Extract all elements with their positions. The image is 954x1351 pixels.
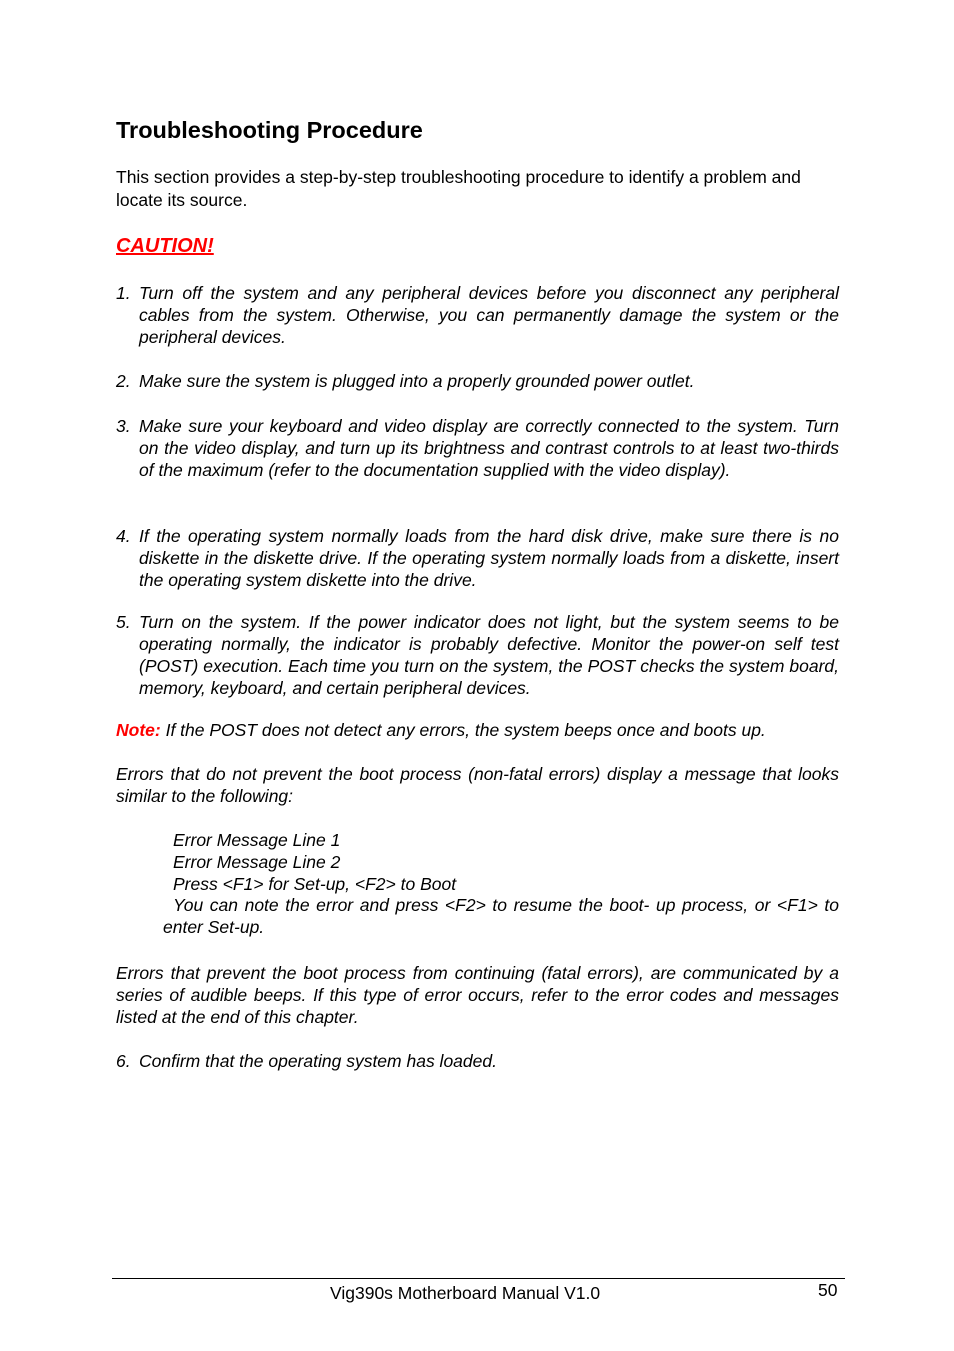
step-number: 6. [116, 1051, 131, 1071]
section-heading: Troubleshooting Procedure [116, 117, 423, 143]
note-paragraph [116, 719, 839, 741]
note-label: Note: [116, 720, 161, 740]
step-1 [116, 282, 839, 348]
message-note: You can note the error and press <F2> to resume the boot- up process, or <F1> to enter Set-up. [163, 895, 839, 937]
page-number: 50 [818, 1280, 838, 1300]
step-4 [116, 525, 839, 591]
step-5 [116, 611, 839, 699]
fatal-paragraph: Errors that prevent the boot process from continuing (fatal errors), are communicated by a series of audible beeps. If this type of error occurs, refer to the error codes and messages listed at the end of this chapter. [116, 963, 839, 1027]
step-text: Turn on the system. If the power indicator does not light, but the system seems to be operating normally, the indicator is probably defective. Monitor the power-on self test (POST) execution. Each time you turn on the system, the POST checks the system board, memory, keyboard, and certain peripheral devices. [139, 612, 839, 698]
step-text: Confirm that the operating system has loaded. [139, 1051, 497, 1071]
step-number: 2. [116, 371, 131, 391]
note-text: If the POST does not detect any errors, the system beeps once and boots up. [160, 720, 766, 740]
step-number: 5. [116, 612, 131, 632]
step-text: If the operating system normally loads from the hard disk drive, make sure there is no diskette in the diskette drive. If the operating system normally loads from a diskette, insert the operating system diskette into the drive. [139, 526, 839, 590]
footer-title: Vig390s Motherboard Manual V1.0 [330, 1283, 601, 1303]
step-number: 3. [116, 416, 131, 436]
caution-label: CAUTION! [116, 235, 214, 257]
nonfatal-paragraph: Errors that do not prevent the boot process (non-fatal errors) display a message that looks similar to the following: [116, 764, 839, 806]
step-number: 4. [116, 526, 131, 546]
step-text: Turn off the system and any peripheral devices before you disconnect any peripheral cables from the system. Otherwise, you can permanently damage the system or the peripheral devices. [139, 283, 839, 347]
intro-paragraph: This section provides a step-by-step troubleshooting procedure to identify a problem and locate its source. [116, 167, 801, 210]
footer-divider [112, 1278, 845, 1279]
step-2 [116, 370, 839, 392]
step-6 [116, 1050, 839, 1072]
message-line-3: Press <F1> for Set-up, <F2> to Boot [173, 874, 457, 894]
step-text: Make sure your keyboard and video display are correctly connected to the system. Turn on the video display, and turn up its brightness and contrast controls to at least two-thirds of the maximum (refer to the documentation supplied with the video display). [139, 416, 839, 480]
step-text: Make sure the system is plugged into a properly grounded power outlet. [139, 371, 695, 391]
step-number: 1. [116, 283, 131, 303]
message-line-1: Error Message Line 1 [173, 830, 341, 850]
message-line-2: Error Message Line 2 [173, 852, 341, 872]
step-3 [116, 415, 839, 481]
